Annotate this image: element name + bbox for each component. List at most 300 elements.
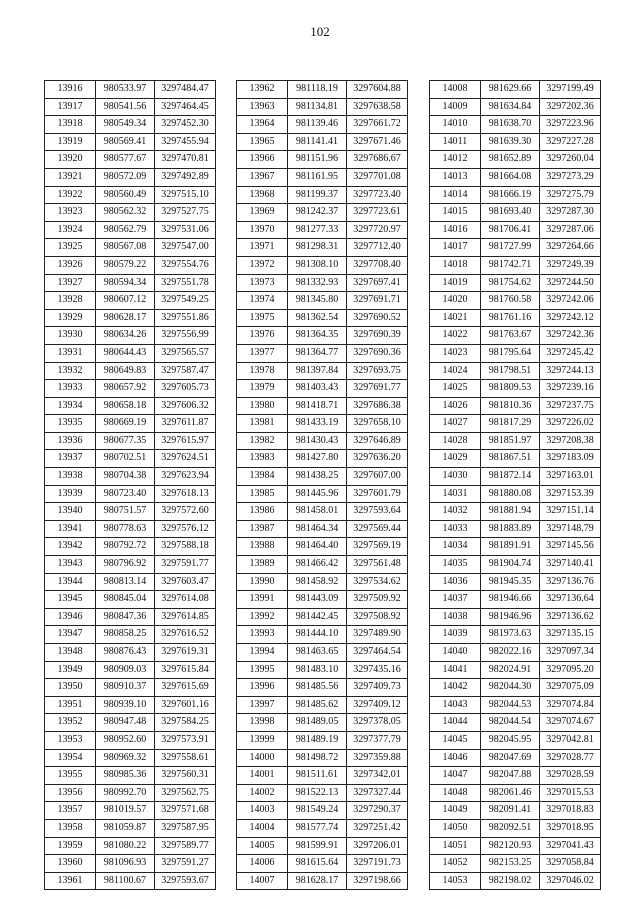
point-number-cell: 14015	[430, 204, 481, 222]
y-coordinate-cell: 3297136.62	[540, 608, 601, 626]
table-row	[430, 221, 601, 239]
x-coordinate-cell: 981199.37	[288, 186, 347, 204]
y-coordinate-cell: 3297619.31	[155, 644, 216, 662]
y-coordinate-cell: 3297260.04	[540, 151, 601, 169]
y-coordinate-cell: 3297534.62	[347, 573, 408, 591]
x-coordinate-cell: 981511.61	[288, 767, 347, 785]
y-coordinate-cell: 3297515.10	[155, 186, 216, 204]
y-coordinate-cell: 3297623.94	[155, 468, 216, 486]
point-number-cell: 13930	[45, 327, 96, 345]
table-row	[45, 591, 216, 609]
point-number-cell: 14034	[430, 538, 481, 556]
y-coordinate-cell: 3297556.99	[155, 327, 216, 345]
table-row	[237, 608, 408, 626]
x-coordinate-cell: 980634.26	[96, 327, 155, 345]
point-number-cell: 14006	[237, 855, 288, 873]
y-coordinate-cell: 3297242.12	[540, 309, 601, 327]
x-coordinate-cell: 980562.32	[96, 204, 155, 222]
table-row	[430, 81, 601, 99]
table-row	[45, 380, 216, 398]
table-row	[45, 186, 216, 204]
x-coordinate-cell: 982061.46	[481, 784, 540, 802]
x-coordinate-cell: 980969.32	[96, 749, 155, 767]
point-number-cell: 14010	[430, 116, 481, 134]
x-coordinate-cell: 980594.34	[96, 274, 155, 292]
table-row	[237, 168, 408, 186]
y-coordinate-cell: 3297191.73	[347, 855, 408, 873]
table-row	[237, 626, 408, 644]
x-coordinate-cell: 981754.62	[481, 274, 540, 292]
x-coordinate-cell: 981664.08	[481, 168, 540, 186]
x-coordinate-cell: 982091.41	[481, 802, 540, 820]
coordinate-table-3	[429, 80, 601, 890]
table-row	[430, 186, 601, 204]
point-number-cell: 14026	[430, 397, 481, 415]
table-row	[45, 749, 216, 767]
point-number-cell: 13989	[237, 556, 288, 574]
table-row	[237, 731, 408, 749]
table-row	[45, 256, 216, 274]
x-coordinate-cell: 980644.43	[96, 344, 155, 362]
point-number-cell: 14033	[430, 520, 481, 538]
point-number-cell: 13969	[237, 204, 288, 222]
x-coordinate-cell: 981891.91	[481, 538, 540, 556]
x-coordinate-cell: 981100.67	[96, 872, 155, 890]
y-coordinate-cell: 3297239.16	[540, 380, 601, 398]
x-coordinate-cell: 981442.45	[288, 608, 347, 626]
y-coordinate-cell: 3297646.89	[347, 432, 408, 450]
x-coordinate-cell: 980579.22	[96, 256, 155, 274]
point-number-cell: 14044	[430, 714, 481, 732]
table-row	[237, 292, 408, 310]
table-row	[45, 344, 216, 362]
point-number-cell: 14017	[430, 239, 481, 257]
x-coordinate-cell: 981427.80	[288, 450, 347, 468]
table-row	[430, 556, 601, 574]
y-coordinate-cell: 3297618.13	[155, 485, 216, 503]
table-row	[45, 116, 216, 134]
y-coordinate-cell: 3297435.16	[347, 661, 408, 679]
y-coordinate-cell: 3297624.51	[155, 450, 216, 468]
point-number-cell: 14029	[430, 450, 481, 468]
x-coordinate-cell: 981883.89	[481, 520, 540, 538]
x-coordinate-cell: 980702.51	[96, 450, 155, 468]
y-coordinate-cell: 3297287.30	[540, 204, 601, 222]
point-number-cell: 14003	[237, 802, 288, 820]
y-coordinate-cell: 3297145.56	[540, 538, 601, 556]
table-row	[45, 696, 216, 714]
y-coordinate-cell: 3297245.42	[540, 344, 601, 362]
point-number-cell: 13997	[237, 696, 288, 714]
table-row	[45, 714, 216, 732]
x-coordinate-cell: 981946.66	[481, 591, 540, 609]
x-coordinate-cell: 981096.93	[96, 855, 155, 873]
table-row	[430, 767, 601, 785]
x-coordinate-cell: 981489.19	[288, 731, 347, 749]
y-coordinate-cell: 3297549.25	[155, 292, 216, 310]
table-row	[237, 133, 408, 151]
table-row	[237, 309, 408, 327]
x-coordinate-cell: 981666.19	[481, 186, 540, 204]
point-number-cell: 14052	[430, 855, 481, 873]
table-row	[430, 256, 601, 274]
table-row	[430, 415, 601, 433]
point-number-cell: 13958	[45, 819, 96, 837]
y-coordinate-cell: 3297614.85	[155, 608, 216, 626]
point-number-cell: 13953	[45, 731, 96, 749]
table-row	[430, 872, 601, 890]
y-coordinate-cell: 3297604.88	[347, 81, 408, 99]
point-number-cell: 13940	[45, 503, 96, 521]
table-row	[430, 362, 601, 380]
x-coordinate-cell: 980569.41	[96, 133, 155, 151]
x-coordinate-cell: 980723.40	[96, 485, 155, 503]
point-number-cell: 13927	[45, 274, 96, 292]
table-row	[45, 327, 216, 345]
y-coordinate-cell: 3297151.14	[540, 503, 601, 521]
point-number-cell: 13923	[45, 204, 96, 222]
table-row	[45, 432, 216, 450]
table-row	[45, 98, 216, 116]
x-coordinate-cell: 981727.99	[481, 239, 540, 257]
x-coordinate-cell: 981059.87	[96, 819, 155, 837]
table-row	[237, 221, 408, 239]
x-coordinate-cell: 981946.96	[481, 608, 540, 626]
point-number-cell: 13965	[237, 133, 288, 151]
y-coordinate-cell: 3297565.57	[155, 344, 216, 362]
point-number-cell: 13976	[237, 327, 288, 345]
y-coordinate-cell: 3297547.00	[155, 239, 216, 257]
y-coordinate-cell: 3297249.39	[540, 256, 601, 274]
x-coordinate-cell: 980577.67	[96, 151, 155, 169]
x-coordinate-cell: 980876.43	[96, 644, 155, 662]
point-number-cell: 13979	[237, 380, 288, 398]
x-coordinate-cell: 981443.09	[288, 591, 347, 609]
table-row	[430, 591, 601, 609]
x-coordinate-cell: 981693.40	[481, 204, 540, 222]
point-number-cell: 14020	[430, 292, 481, 310]
point-number-cell: 13932	[45, 362, 96, 380]
table-row	[430, 116, 601, 134]
table-row	[45, 485, 216, 503]
point-number-cell: 14001	[237, 767, 288, 785]
table-row	[430, 292, 601, 310]
x-coordinate-cell: 981760.58	[481, 292, 540, 310]
x-coordinate-cell: 982024.91	[481, 661, 540, 679]
point-number-cell: 14042	[430, 679, 481, 697]
point-number-cell: 13943	[45, 556, 96, 574]
point-number-cell: 13972	[237, 256, 288, 274]
y-coordinate-cell: 3297208.38	[540, 432, 601, 450]
y-coordinate-cell: 3297708.40	[347, 256, 408, 274]
y-coordinate-cell: 3297202.36	[540, 98, 601, 116]
table-row	[237, 204, 408, 222]
x-coordinate-cell: 981161.95	[288, 168, 347, 186]
point-number-cell: 14005	[237, 837, 288, 855]
point-number-cell: 14039	[430, 626, 481, 644]
table-row	[430, 274, 601, 292]
x-coordinate-cell: 981945.35	[481, 573, 540, 591]
x-coordinate-cell: 980628.17	[96, 309, 155, 327]
x-coordinate-cell: 980658.18	[96, 397, 155, 415]
y-coordinate-cell: 3297237.75	[540, 397, 601, 415]
y-coordinate-cell: 3297148.79	[540, 520, 601, 538]
x-coordinate-cell: 981973.63	[481, 626, 540, 644]
table-row	[430, 608, 601, 626]
table-row	[430, 819, 601, 837]
y-coordinate-cell: 3297554.76	[155, 256, 216, 274]
y-coordinate-cell: 3297199.49	[540, 81, 601, 99]
x-coordinate-cell: 981464.40	[288, 538, 347, 556]
point-number-cell: 13937	[45, 450, 96, 468]
y-coordinate-cell: 3297615.69	[155, 679, 216, 697]
table-row	[237, 98, 408, 116]
x-coordinate-cell: 981549.24	[288, 802, 347, 820]
table-row	[45, 450, 216, 468]
table-row	[430, 573, 601, 591]
table-row	[237, 503, 408, 521]
x-coordinate-cell: 980813.14	[96, 573, 155, 591]
table-row	[430, 749, 601, 767]
point-number-cell: 14016	[430, 221, 481, 239]
point-number-cell: 13961	[45, 872, 96, 890]
table-row	[430, 432, 601, 450]
table-row	[45, 362, 216, 380]
table-row	[45, 538, 216, 556]
x-coordinate-cell: 980607.12	[96, 292, 155, 310]
y-coordinate-cell: 3297206.01	[347, 837, 408, 855]
table-row	[237, 573, 408, 591]
point-number-cell: 13973	[237, 274, 288, 292]
y-coordinate-cell: 3297603.47	[155, 573, 216, 591]
point-number-cell: 13924	[45, 221, 96, 239]
point-number-cell: 13983	[237, 450, 288, 468]
y-coordinate-cell: 3297561.48	[347, 556, 408, 574]
point-number-cell: 13957	[45, 802, 96, 820]
point-number-cell: 13926	[45, 256, 96, 274]
y-coordinate-cell: 3297661.72	[347, 116, 408, 134]
x-coordinate-cell: 981080.22	[96, 837, 155, 855]
y-coordinate-cell: 3297576.12	[155, 520, 216, 538]
y-coordinate-cell: 3297046.02	[540, 872, 601, 890]
coordinate-table-1	[44, 80, 216, 890]
x-coordinate-cell: 981810.36	[481, 397, 540, 415]
y-coordinate-cell: 3297591.27	[155, 855, 216, 873]
point-number-cell: 14050	[430, 819, 481, 837]
y-coordinate-cell: 3297723.61	[347, 204, 408, 222]
table-row	[430, 309, 601, 327]
table-row	[45, 503, 216, 521]
x-coordinate-cell: 981904.74	[481, 556, 540, 574]
x-coordinate-cell: 981430.43	[288, 432, 347, 450]
table-row	[237, 151, 408, 169]
table-row	[45, 679, 216, 697]
point-number-cell: 13981	[237, 415, 288, 433]
x-coordinate-cell: 980649.83	[96, 362, 155, 380]
x-coordinate-cell: 982047.69	[481, 749, 540, 767]
y-coordinate-cell: 3297198.66	[347, 872, 408, 890]
table-row	[430, 731, 601, 749]
point-number-cell: 13949	[45, 661, 96, 679]
x-coordinate-cell: 981397.84	[288, 362, 347, 380]
x-coordinate-cell: 981445.96	[288, 485, 347, 503]
x-coordinate-cell: 981809.53	[481, 380, 540, 398]
x-coordinate-cell: 981795.64	[481, 344, 540, 362]
x-coordinate-cell: 981364.77	[288, 344, 347, 362]
y-coordinate-cell: 3297095.20	[540, 661, 601, 679]
x-coordinate-cell: 981706.41	[481, 221, 540, 239]
table-row	[237, 450, 408, 468]
y-coordinate-cell: 3297712.40	[347, 239, 408, 257]
y-coordinate-cell: 3297242.36	[540, 327, 601, 345]
x-coordinate-cell: 981364.35	[288, 327, 347, 345]
x-coordinate-cell: 981638.70	[481, 116, 540, 134]
table-row	[430, 204, 601, 222]
point-number-cell: 13944	[45, 573, 96, 591]
point-number-cell: 13942	[45, 538, 96, 556]
point-number-cell: 14000	[237, 749, 288, 767]
y-coordinate-cell: 3297606.32	[155, 397, 216, 415]
x-coordinate-cell: 981141.41	[288, 133, 347, 151]
table-row	[45, 415, 216, 433]
y-coordinate-cell: 3297183.09	[540, 450, 601, 468]
point-number-cell: 14013	[430, 168, 481, 186]
x-coordinate-cell: 981242.37	[288, 204, 347, 222]
table-row	[45, 573, 216, 591]
point-number-cell: 13962	[237, 81, 288, 99]
x-coordinate-cell: 981872.14	[481, 468, 540, 486]
point-number-cell: 13960	[45, 855, 96, 873]
y-coordinate-cell: 3297273.29	[540, 168, 601, 186]
table-row	[45, 292, 216, 310]
table-row	[237, 855, 408, 873]
x-coordinate-cell: 982044.54	[481, 714, 540, 732]
table-row	[45, 274, 216, 292]
point-number-cell: 13967	[237, 168, 288, 186]
x-coordinate-cell: 981522.13	[288, 784, 347, 802]
point-number-cell: 14014	[430, 186, 481, 204]
point-number-cell: 13975	[237, 309, 288, 327]
table-row	[237, 186, 408, 204]
x-coordinate-cell: 980909.03	[96, 661, 155, 679]
point-number-cell: 14035	[430, 556, 481, 574]
table-row	[430, 485, 601, 503]
x-coordinate-cell: 980939.10	[96, 696, 155, 714]
x-coordinate-cell: 981629.66	[481, 81, 540, 99]
y-coordinate-cell: 3297409.12	[347, 696, 408, 714]
x-coordinate-cell: 981362.54	[288, 309, 347, 327]
y-coordinate-cell: 3297614.08	[155, 591, 216, 609]
table-row	[237, 256, 408, 274]
table-row	[45, 626, 216, 644]
table-row	[237, 784, 408, 802]
y-coordinate-cell: 3297636.20	[347, 450, 408, 468]
point-number-cell: 13920	[45, 151, 96, 169]
table-row	[430, 98, 601, 116]
y-coordinate-cell: 3297615.84	[155, 661, 216, 679]
x-coordinate-cell: 980669.19	[96, 415, 155, 433]
y-coordinate-cell: 3297377.79	[347, 731, 408, 749]
y-coordinate-cell: 3297508.92	[347, 608, 408, 626]
y-coordinate-cell: 3297589.77	[155, 837, 216, 855]
x-coordinate-cell: 981599.91	[288, 837, 347, 855]
y-coordinate-cell: 3297569.19	[347, 538, 408, 556]
x-coordinate-cell: 981628.17	[288, 872, 347, 890]
y-coordinate-cell: 3297264.66	[540, 239, 601, 257]
x-coordinate-cell: 981418.71	[288, 397, 347, 415]
point-number-cell: 14049	[430, 802, 481, 820]
point-number-cell: 14004	[237, 819, 288, 837]
table-row	[430, 661, 601, 679]
point-number-cell: 14011	[430, 133, 481, 151]
table-row	[237, 274, 408, 292]
table-row	[45, 397, 216, 415]
y-coordinate-cell: 3297638.58	[347, 98, 408, 116]
x-coordinate-cell: 981019.57	[96, 802, 155, 820]
y-coordinate-cell: 3297287.06	[540, 221, 601, 239]
x-coordinate-cell: 980947.48	[96, 714, 155, 732]
table-row	[430, 133, 601, 151]
x-coordinate-cell: 981881.94	[481, 503, 540, 521]
table-row	[237, 872, 408, 890]
y-coordinate-cell: 3297455.94	[155, 133, 216, 151]
table-row	[430, 784, 601, 802]
table-row	[237, 696, 408, 714]
point-number-cell: 13922	[45, 186, 96, 204]
point-number-cell: 13939	[45, 485, 96, 503]
x-coordinate-cell: 980560.49	[96, 186, 155, 204]
point-number-cell: 14047	[430, 767, 481, 785]
point-number-cell: 13952	[45, 714, 96, 732]
y-coordinate-cell: 3297693.75	[347, 362, 408, 380]
y-coordinate-cell: 3297244.13	[540, 362, 601, 380]
table-row	[45, 837, 216, 855]
x-coordinate-cell: 982022.16	[481, 644, 540, 662]
point-number-cell: 13963	[237, 98, 288, 116]
table-row	[45, 168, 216, 186]
table-row	[45, 784, 216, 802]
point-number-cell: 14008	[430, 81, 481, 99]
point-number-cell: 13916	[45, 81, 96, 99]
point-number-cell: 13974	[237, 292, 288, 310]
point-number-cell: 13931	[45, 344, 96, 362]
y-coordinate-cell: 3297028.77	[540, 749, 601, 767]
point-number-cell: 13956	[45, 784, 96, 802]
point-number-cell: 13991	[237, 591, 288, 609]
x-coordinate-cell: 981458.01	[288, 503, 347, 521]
table-row	[237, 116, 408, 134]
table-row	[237, 556, 408, 574]
point-number-cell: 13986	[237, 503, 288, 521]
y-coordinate-cell: 3297342.01	[347, 767, 408, 785]
x-coordinate-cell: 981639.30	[481, 133, 540, 151]
table-row	[430, 168, 601, 186]
table-row	[237, 749, 408, 767]
point-number-cell: 13982	[237, 432, 288, 450]
x-coordinate-cell: 980751.57	[96, 503, 155, 521]
point-number-cell: 13946	[45, 608, 96, 626]
point-number-cell: 13929	[45, 309, 96, 327]
point-number-cell: 14009	[430, 98, 481, 116]
table-row	[430, 503, 601, 521]
y-coordinate-cell: 3297223.96	[540, 116, 601, 134]
point-number-cell: 13959	[45, 837, 96, 855]
point-number-cell: 13992	[237, 608, 288, 626]
x-coordinate-cell: 981880.08	[481, 485, 540, 503]
table-row	[237, 485, 408, 503]
y-coordinate-cell: 3297489.90	[347, 626, 408, 644]
table-row	[45, 855, 216, 873]
